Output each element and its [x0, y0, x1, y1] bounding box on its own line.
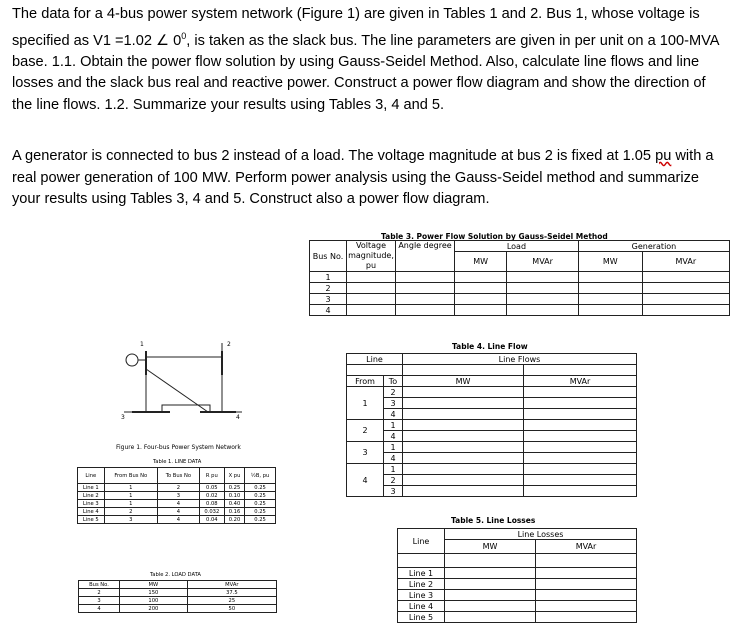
t1-h-from: From Bus No: [104, 468, 157, 484]
t4-to-cell: 3: [384, 486, 403, 497]
t2-cell: 100: [120, 597, 188, 605]
t1-cell: 0.16: [224, 508, 244, 516]
t2-cell: 50: [187, 605, 276, 613]
p1-text-b: , is taken as the slack bus. The line parameters are given in per unit on a 100-MVA base. 1.1. Obtain the power flow solution by using Gauss-Seidel Method. Also, calculate line flows and line losses and the slack bus real and reactive power. Construct a power flow diagram and show the direction of the line flows. 1.2. Summarize your results using Tables 3, 4 and 5.: [12, 32, 719, 113]
t1-cell: 4: [158, 508, 200, 516]
t4-flows-header: Line Flows: [403, 354, 637, 365]
t2-h-bus: Bus No.: [79, 581, 120, 589]
t2-h-mw: MW: [120, 581, 188, 589]
t1-cell: 0.05: [199, 484, 224, 492]
t2-h-mvar: MVAr: [187, 581, 276, 589]
t3-bus-cell: 2: [310, 283, 347, 294]
t3-bus-cell: 3: [310, 294, 347, 305]
t1-h-line: Line: [78, 468, 105, 484]
t1-cell: 0.25: [245, 492, 276, 500]
t5-mw-header: MW: [445, 540, 536, 554]
t4-to-cell: 3: [384, 398, 403, 409]
problem-paragraph-1: [12, 4, 728, 116]
table1-title: Table 1. LINE DATA: [153, 459, 202, 465]
t1-cell: Line 2: [78, 492, 105, 500]
t1-cell: 0.40: [224, 500, 244, 508]
t5-line-cell: Line 5: [398, 612, 445, 623]
p1-text-a: The data for a 4-bus power system network (Figure 1) are given in Tables 1 and 2. Bus 1, whose voltage is specified as V1 =1.02 ∠ 0: [12, 6, 700, 49]
t2-cell: 25: [187, 597, 276, 605]
t4-mvar-header: MVAr: [524, 376, 637, 387]
t3-gen-mw: MW: [578, 252, 642, 272]
table5-title: Table 5. Line Losses: [451, 516, 536, 525]
t4-from-header: From: [347, 376, 384, 387]
t1-cell: 1: [104, 492, 157, 500]
t1-cell: 0.10: [224, 492, 244, 500]
t3-load-mw: MW: [455, 252, 507, 272]
t1-cell: 0.20: [224, 516, 244, 524]
t1-cell: 0.032: [199, 508, 224, 516]
t1-cell: 3: [158, 492, 200, 500]
degree-superscript: 0: [181, 30, 187, 41]
t4-to-cell: 2: [384, 387, 403, 398]
t3-bus-cell: 1: [310, 272, 347, 283]
t2-cell: 3: [79, 597, 120, 605]
p2-text-a: A generator is connected to bus 2 instead of a load. The voltage magnitude at bus 2 is fixed at 1.05: [12, 148, 656, 164]
t3-load-mvar: MVAr: [507, 252, 579, 272]
t2-cell: 4: [79, 605, 120, 613]
t1-h-b: ½B, pu: [245, 468, 276, 484]
t4-to-cell: 4: [384, 453, 403, 464]
t5-line-cell: Line 2: [398, 579, 445, 590]
t4-to-cell: 1: [384, 420, 403, 431]
t1-cell: 1: [104, 484, 157, 492]
table3-title: Table 3. Power Flow Solution by Gauss-Seidel Method: [381, 232, 608, 241]
t1-cell: 0.25: [245, 500, 276, 508]
t4-line-header: Line: [347, 354, 403, 365]
t3-load-header: Load: [455, 241, 579, 252]
t3-gen-header: Generation: [578, 241, 729, 252]
t1-cell: 1: [104, 500, 157, 508]
t1-h-x: X pu: [224, 468, 244, 484]
t3-gen-mvar: MVAr: [642, 252, 729, 272]
pu-word: pu: [655, 148, 672, 164]
t3-angle-header: Angle degree: [396, 241, 455, 272]
t4-to-cell: 2: [384, 475, 403, 486]
t1-cell: 3: [104, 516, 157, 524]
t5-mvar-header: MVAr: [536, 540, 637, 554]
four-bus-network-diagram: [110, 335, 260, 445]
t1-cell: 0.04: [199, 516, 224, 524]
t5-line-cell: Line 4: [398, 601, 445, 612]
t1-cell: Line 5: [78, 516, 105, 524]
t1-h-to: To Bus No: [158, 468, 200, 484]
table2-load-data: [78, 580, 277, 613]
t4-to-cell: 1: [384, 464, 403, 475]
table4-line-flow: [346, 353, 637, 497]
t5-line-cell: Line 1: [398, 568, 445, 579]
table4-title: Table 4. Line Flow: [452, 342, 528, 351]
t5-line-cell: Line 3: [398, 590, 445, 601]
t3-bus-cell: 4: [310, 305, 347, 316]
t4-to-cell: 4: [384, 431, 403, 442]
t2-cell: 200: [120, 605, 188, 613]
t1-cell: Line 3: [78, 500, 105, 508]
t1-cell: 0.25: [245, 516, 276, 524]
table1-line-data: [77, 467, 276, 524]
table5-line-losses: [397, 528, 637, 623]
t5-line-header: Line: [398, 529, 445, 554]
t1-cell: Line 4: [78, 508, 105, 516]
t1-cell: 4: [158, 516, 200, 524]
table2-title: Table 2. LOAD DATA: [150, 572, 201, 578]
table3-power-flow-solution: [309, 240, 730, 316]
t1-cell: 0.25: [224, 484, 244, 492]
t4-from-cell: 1: [347, 387, 384, 420]
t4-from-cell: 4: [347, 464, 384, 497]
bus-label-2: 2: [227, 341, 231, 348]
t4-from-cell: 2: [347, 420, 384, 442]
t1-cell: 2: [158, 484, 200, 492]
t2-cell: 2: [79, 589, 120, 597]
t1-cell: Line 1: [78, 484, 105, 492]
t1-cell: 0.08: [199, 500, 224, 508]
t4-mw-header: MW: [403, 376, 524, 387]
t3-voltage-header: Voltage magnitude, pu: [348, 241, 394, 270]
problem-paragraph-2: [12, 146, 728, 211]
t1-cell: 0.25: [245, 484, 276, 492]
p2-text-b: with a real power generation of 100 MW. Perform power analysis using the Gauss-Seidel method and summarize your results using Tables 3, 4 and 5. Construct also a power flow diagram.: [12, 148, 714, 207]
figure1-caption: Figure 1. Four-bus Power System Network: [116, 444, 241, 451]
t4-to-cell: 4: [384, 409, 403, 420]
t2-cell: 150: [120, 589, 188, 597]
t3-bus-header: Bus No.: [310, 241, 347, 272]
bus-label-1: 1: [140, 341, 144, 348]
t1-cell: 2: [104, 508, 157, 516]
t4-from-cell: 3: [347, 442, 384, 464]
t2-cell: 37.5: [187, 589, 276, 597]
t5-losses-header: Line Losses: [445, 529, 637, 540]
generator-icon: [126, 354, 138, 366]
t4-to-header: To: [384, 376, 403, 387]
t4-to-cell: 1: [384, 442, 403, 453]
bus-label-4: 4: [236, 414, 240, 421]
bus-label-3: 3: [121, 414, 125, 421]
t1-h-r: R pu: [199, 468, 224, 484]
t1-cell: 4: [158, 500, 200, 508]
t1-cell: 0.02: [199, 492, 224, 500]
t1-cell: 0.25: [245, 508, 276, 516]
